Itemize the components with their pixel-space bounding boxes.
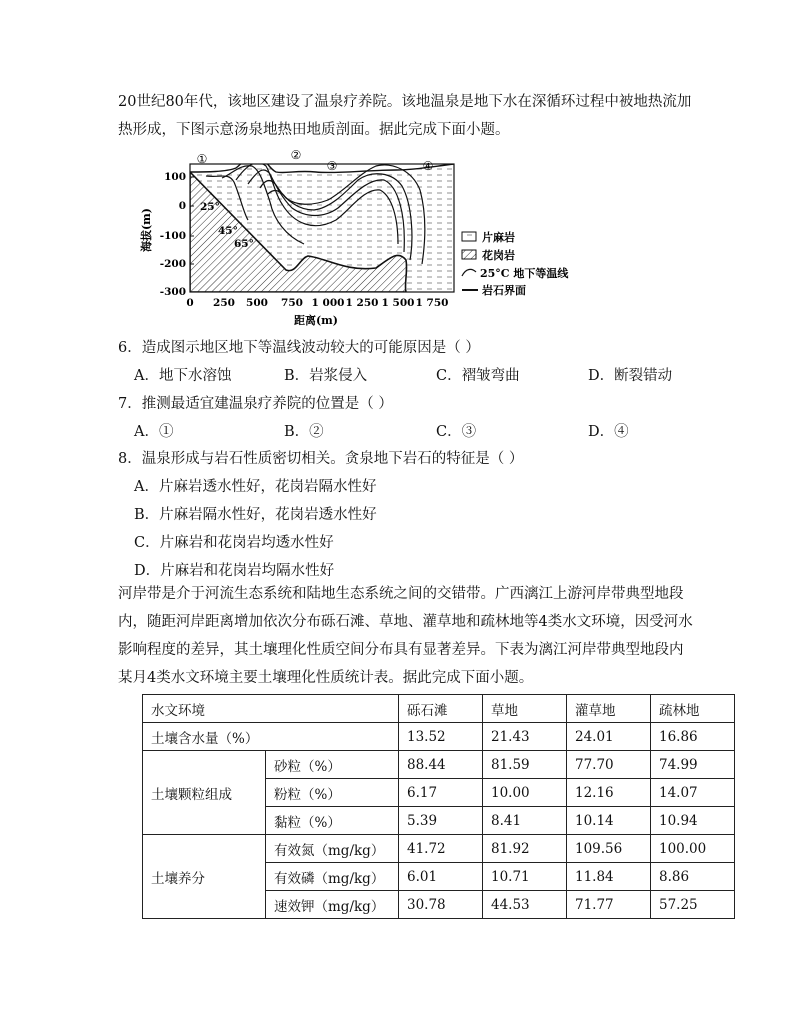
q8-option-b[interactable]: B．片麻岩隔水性好，花岗岩透水性好 [134,507,377,523]
legend-isotherm: 25°C 地下等温线 [480,267,569,280]
q8-option-a[interactable]: A．片麻岩透水性好，花岗岩隔水性好 [134,479,377,495]
question-7-stem: 7．推测最适宜建温泉疗养院的位置是（ ） [118,396,393,412]
header-cell: 砾石滩 [399,695,483,723]
y-axis-label: 海拔(m) [140,207,153,253]
table-cell: 11.84 [567,863,651,891]
legend-boundary: 岩石界面 [482,284,526,297]
site-marker-1: ① [196,152,208,166]
table-cell: 100.00 [651,835,735,863]
group-label: 土壤养分 [143,835,266,919]
isotherm-label: 25° [200,201,220,213]
x-tick: 500 [246,297,268,309]
intro2-line-1: 河岸带是介于河流生态系统和陆地生态系统之间的交错带。广西漓江上游河岸带典型地段 [118,586,684,602]
table-cell: 57.25 [651,891,735,919]
legend-granite: 花岗岩 [482,249,515,262]
table-cell: 6.17 [399,779,483,807]
table-cell: 71.77 [567,891,651,919]
table-row [143,751,735,779]
table-cell: 6.01 [399,863,483,891]
x-tick: 0 [186,297,194,309]
row-label: 砂粒（%） [266,751,399,779]
table-cell: 21.43 [483,723,567,751]
table-cell: 13.52 [399,723,483,751]
table-row [143,835,735,863]
table-cell: 12.16 [567,779,651,807]
intro-line-2: 热形成，下图示意汤泉地热田地质剖面。据此完成下面小题。 [118,122,510,138]
table-cell: 10.00 [483,779,567,807]
y-tick: -100 [159,230,186,242]
x-tick: 250 [213,297,235,309]
table-cell: 8.86 [651,863,735,891]
granite-swatch [462,250,476,259]
isotherm-label: 65° [234,238,254,250]
table-cell: 88.44 [399,751,483,779]
isotherm-label: 45° [218,225,238,237]
q8-option-d[interactable]: D．片麻岩和花岗岩均隔水性好 [134,563,335,579]
q7-option-d[interactable]: D．④ [588,424,629,440]
table-cell: 81.59 [483,751,567,779]
x-tick: 750 [281,297,303,309]
table-cell: 8.41 [483,807,567,835]
legend-gneiss: 片麻岩 [482,231,515,244]
table-cell: 14.07 [651,779,735,807]
row-label: 有效磷（mg/kg） [266,863,399,891]
table-row [143,723,735,751]
q6-option-d[interactable]: D．断裂错动 [588,368,673,384]
question-6-stem: 6．造成图示地区地下等温线波动较大的可能原因是（ ） [118,340,480,356]
y-tick: -300 [159,286,186,298]
q6-option-b[interactable]: B．岩浆侵入 [284,368,368,384]
x-tick: 1 000 [311,297,345,309]
intro2-line-2: 内，随距河岸距离增加依次分布砾石滩、草地、灌草地和疏林地等4类水文环境，因受河水 [118,614,693,630]
site-marker-2: ② [290,148,302,162]
table-cell: 5.39 [399,807,483,835]
q6-option-c[interactable]: C．褶皱弯曲 [436,368,520,384]
isotherm-swatch [462,269,476,276]
q7-option-a[interactable]: A．① [134,424,174,440]
group-label: 土壤颗粒组成 [143,751,266,835]
table-cell: 77.70 [567,751,651,779]
table-cell: 30.78 [399,891,483,919]
q7-option-c[interactable]: C．③ [436,424,477,440]
table-cell: 10.71 [483,863,567,891]
q8-option-c[interactable]: C．片麻岩和花岗岩均透水性好 [134,535,334,551]
header-cell: 水文环境 [143,695,399,723]
x-tick: 1 500 [381,297,415,309]
row-label: 土壤含水量（%） [143,723,399,751]
question-8-stem: 8．温泉形成与岩石性质密切相关。贪泉地下岩石的特征是（ ） [118,451,524,467]
y-tick: 100 [164,171,186,183]
soil-properties-table [142,694,735,919]
table-cell: 81.92 [483,835,567,863]
table-cell: 10.94 [651,807,735,835]
table-cell: 109.56 [567,835,651,863]
table-cell: 44.53 [483,891,567,919]
intro-line-1: 20世纪80年代，该地区建设了温泉疗养院。该地温泉是地下水在深循环过程中被地热流加 [118,94,692,110]
site-marker-4: ④ [422,159,434,173]
header-cell: 灌草地 [567,695,651,723]
header-cell: 疏林地 [651,695,735,723]
site-marker-3: ③ [326,159,338,173]
row-label: 粉粒（%） [266,779,399,807]
x-axis-label: 距离(m) [293,314,339,327]
row-label: 黏粒（%） [266,807,399,835]
table-cell: 24.01 [567,723,651,751]
row-label: 速效钾（mg/kg） [266,891,399,919]
y-tick: 0 [178,200,186,212]
table-cell: 16.86 [651,723,735,751]
geologic-cross-section [136,148,596,332]
q7-option-b[interactable]: B．② [284,424,324,440]
table-header-row [143,695,735,723]
x-tick: 1 750 [415,297,449,309]
header-cell: 草地 [483,695,567,723]
intro2-line-3: 影响程度的差异，其土壤理化性质空间分布具有显著差异。下表为漓江河岸带典型地段内 [118,642,684,658]
intro2-line-4: 某月4类水文环境主要土壤理化性质统计表。据此完成下面小题。 [118,670,534,686]
gneiss-swatch [462,232,476,241]
table-cell: 10.14 [567,807,651,835]
x-tick: 1 250 [345,297,379,309]
row-label: 有效氮（mg/kg） [266,835,399,863]
y-tick: -200 [159,258,186,270]
table-cell: 41.72 [399,835,483,863]
table-cell: 74.99 [651,751,735,779]
q6-option-a[interactable]: A．地下水溶蚀 [134,368,232,384]
